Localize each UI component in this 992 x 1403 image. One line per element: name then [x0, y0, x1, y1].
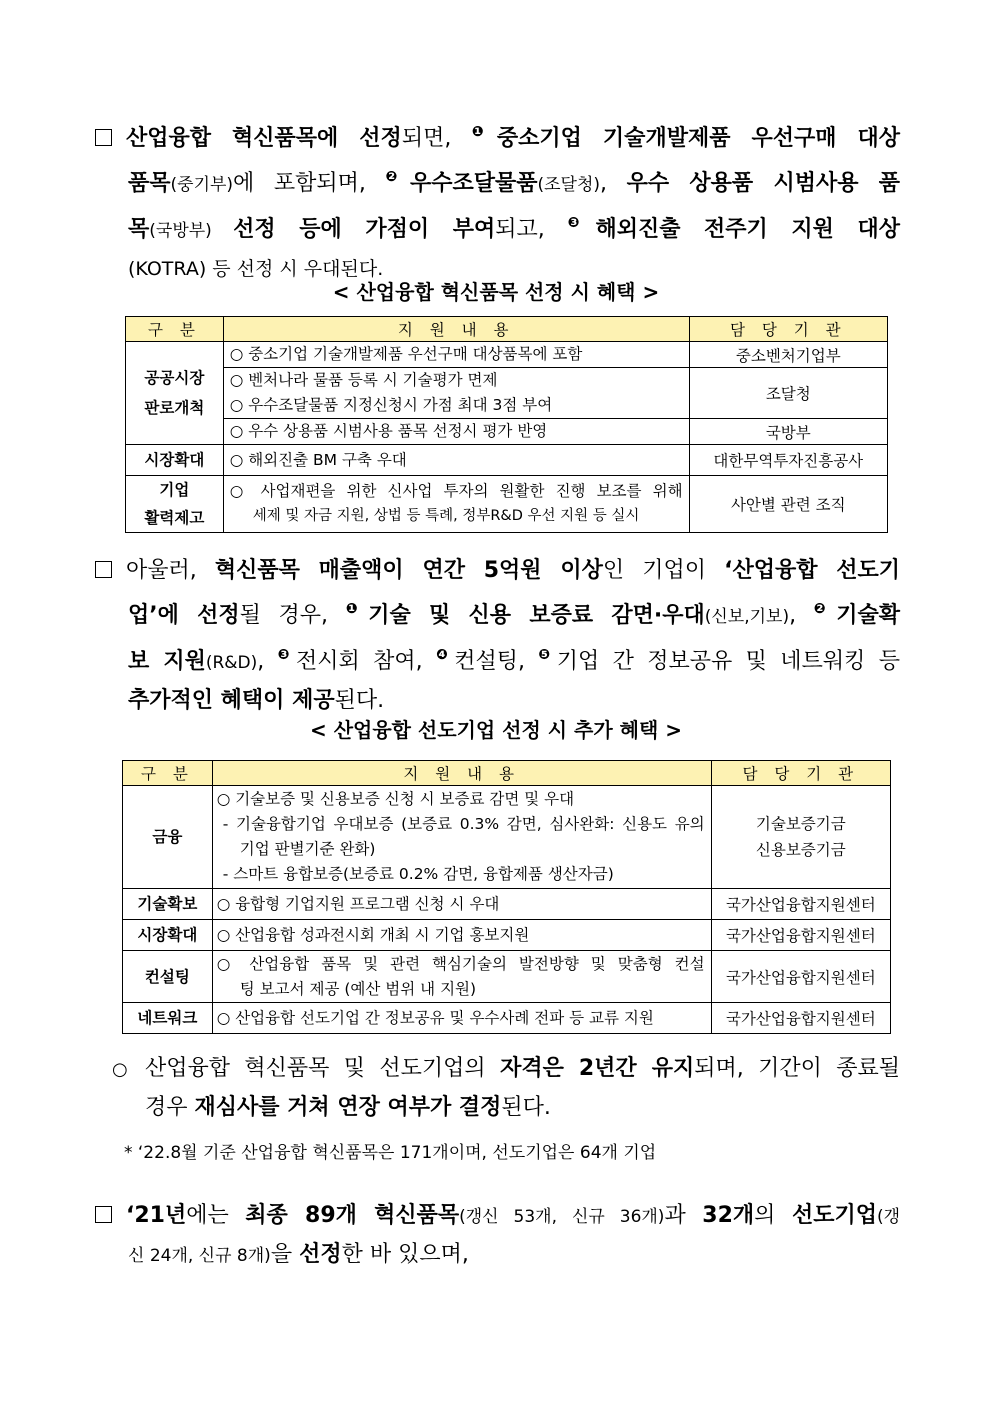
header-content: 지 원 내 용: [223, 317, 689, 342]
organization-cell: 국가산업융합지원센터: [711, 1003, 890, 1034]
text-small: (갱신 53개, 신규 36개): [459, 1207, 665, 1227]
category-finance: 금융: [123, 786, 213, 889]
number-marker: ❶: [345, 601, 369, 617]
content-text: ○ 기술보증 및 신용보증 신청 시 보증료 감면 및 우대: [216, 790, 575, 808]
text-bold: ‘21년: [126, 1203, 187, 1228]
text: 인 기업이: [602, 558, 725, 583]
table-row: [123, 889, 891, 920]
text-small: (갱: [876, 1207, 901, 1227]
leading-company-benefits-table: [122, 760, 891, 1034]
table-row: [126, 368, 888, 419]
content-text: ○ 벤처나라 물품 등록 시 기술평가 면제: [229, 371, 498, 389]
text-small: 신 24개, 신규 8개): [128, 1246, 271, 1266]
table-row: [123, 1003, 891, 1034]
text-small: (신보,기보): [704, 607, 790, 627]
content-cell: [212, 951, 711, 1003]
category-text: 판로개척: [144, 399, 205, 417]
text-bold: 보 지원: [128, 649, 206, 674]
table-row: [126, 342, 888, 368]
content-text: ○ 산업융합 성과전시회 개최 시 기업 홍보지원: [216, 925, 530, 944]
text: 되면,: [401, 126, 472, 151]
text: 경우: [145, 1095, 195, 1120]
content-cell: [223, 368, 689, 419]
content-text: ○ 중소기업 기술개발제품 우선구매 대상품목에 포함: [229, 345, 583, 363]
content-text: ○ 사업재편을 위한 신사업 투자의 원활한 진행 보조를 위해: [229, 482, 683, 500]
text-bold: 재심사를 거쳐 연장 여부가 결정: [194, 1095, 502, 1120]
table-title: < 산업융합 선도기업 선정 시 추가 혜택 >: [309, 718, 683, 742]
text: 컨설팅,: [454, 649, 539, 674]
text-bold: 우수 상용품 시범사용 품: [626, 171, 900, 196]
paragraph-line: [112, 1089, 900, 1127]
number-marker: ❷: [813, 601, 837, 617]
text-bold: 32개: [702, 1203, 755, 1228]
text-small: (국방부): [149, 221, 234, 241]
text-small: (중기부): [170, 175, 234, 195]
table-row: [126, 476, 888, 533]
table-row: [126, 419, 888, 445]
content-cell: [223, 419, 689, 445]
content-text: 기업 판별기준 완화): [239, 840, 376, 858]
text-bold: 선정: [299, 1242, 342, 1267]
text-small: (조달청): [537, 175, 601, 195]
category-network: 네트워크: [123, 1003, 213, 1034]
table-header-row: [123, 761, 891, 786]
organization-cell: 국가산업융합지원센터: [711, 920, 890, 951]
content-text: - 스마트 융합보증(보증료 0.2% 감면, 융합제품 생산자금): [222, 865, 614, 883]
organization-cell: 중소벤처기업부: [689, 342, 887, 368]
paragraph-line: [95, 158, 900, 204]
text-bold: 목: [128, 217, 150, 242]
organization-text: 신용보증기금: [755, 841, 846, 859]
category-corporate-revitalization: [126, 476, 224, 533]
organization-text: 기술보증기금: [755, 815, 846, 833]
footnote: * ‘22.8월 기준 산업융합 혁신품목은 171개이며, 선도기업은 64개 기업: [124, 1143, 657, 1163]
text: 을: [270, 1242, 300, 1267]
paragraph-line: [95, 113, 900, 158]
text: 기업 간 정보공유 및 네트워킹 등: [556, 649, 900, 674]
organization-cell: 조달청: [689, 368, 887, 419]
text: 에는: [186, 1203, 246, 1228]
number-marker: ❷: [385, 169, 410, 185]
text: 될 경우,: [239, 603, 346, 628]
text-bold: 기술확: [836, 603, 900, 628]
text: (KOTRA) 등 선정 시 우대된다.: [128, 258, 384, 280]
text: 되고,: [495, 217, 568, 242]
text: 의: [754, 1203, 792, 1228]
checkbox-bullet-icon: [95, 561, 112, 578]
organization-cell: 대한무역투자진흥공사: [689, 445, 887, 476]
content-text: ○ 산업융합 품목 및 관련 핵심기술의 발전방향 및 맞춤형 컨설: [216, 954, 705, 973]
text: ,: [789, 603, 814, 628]
text-bold: ‘산업융합 선도기: [724, 558, 900, 583]
header-content: 지 원 내 용: [212, 761, 711, 786]
content-text: ○ 해외진출 BM 구축 우대: [229, 450, 407, 469]
organization-cell: 국가산업융합지원센터: [711, 889, 890, 920]
content-text: ○ 우수 상용품 시범사용 품목 선정시 평가 반영: [229, 422, 548, 440]
organization-cell: 국가산업융합지원센터: [711, 951, 890, 1003]
text-bold: 기술 및 신용 보증료 감면·우대: [368, 603, 705, 628]
category-text: 활력제고: [144, 509, 205, 527]
text: 과: [664, 1203, 703, 1228]
category-tech-acquisition: 기술확보: [123, 889, 213, 920]
text-bold: 해외진출 전주기 지원 대상: [595, 217, 900, 242]
table-title: < 산업융합 혁신품목 선정 시 혜택 >: [332, 280, 660, 304]
header-category: 구 분: [126, 317, 224, 342]
number-marker: ❺: [538, 647, 557, 663]
paragraph-innovation-item-benefits: [95, 113, 900, 288]
text: ,: [257, 649, 278, 674]
table-row: [123, 951, 891, 1003]
text-bold: 산업융합 혁신품목에 선정: [126, 126, 402, 151]
checkbox-bullet-icon: [95, 129, 112, 146]
paragraph-leading-company-benefits: [95, 552, 900, 720]
paragraph-line: [95, 1236, 900, 1275]
paragraph-line: [95, 204, 900, 250]
text-bold: 최종 89개 혁신품목: [245, 1203, 460, 1228]
number-marker: ❸: [567, 215, 596, 231]
text: 산업융합 혁신품목 및 선도기업의: [145, 1056, 501, 1081]
text-bold: 추가적인 혜택이 제공: [128, 688, 335, 713]
text-bold: 혁신품목 매출액이 연간 5억원 이상: [214, 558, 603, 583]
paragraph-qualification-period: [112, 1050, 900, 1127]
content-cell: [223, 342, 689, 368]
text-bold: 품목: [128, 171, 171, 196]
number-marker: ❸: [277, 647, 296, 663]
content-text: 세제 및 자금 지원, 상법 등 특례, 정부R&D 우선 지원 등 실시: [252, 508, 640, 524]
content-text: ○ 융합형 기업지원 프로그램 신청 시 우대: [216, 894, 500, 913]
number-marker: ❹: [436, 647, 455, 663]
text-bold: 우수조달물품: [409, 171, 538, 196]
category-public-market: [126, 342, 224, 445]
checkbox-bullet-icon: [95, 1206, 112, 1223]
content-cell: [212, 889, 711, 920]
organization-cell: 사안별 관련 조직: [689, 476, 887, 533]
text-bold: 선도기업: [791, 1203, 877, 1228]
content-text: ○ 우수조달물품 지정신청시 가점 최대 3점 부여: [229, 396, 553, 414]
number-marker: ❶: [471, 124, 497, 140]
table-header-row: [126, 317, 888, 342]
text: 된다.: [501, 1095, 551, 1120]
header-category: 구 분: [123, 761, 213, 786]
text: 전시회 참여,: [295, 649, 436, 674]
content-text: - 기술융합기업 우대보증 (보증료 0.3% 감면, 심사완화: 신용도 유의: [222, 815, 705, 833]
category-market-expansion: 시장확대: [126, 445, 224, 476]
circle-bullet-icon: ○: [112, 1059, 128, 1080]
organization-cell: [711, 786, 890, 889]
content-text: ○ 산업융합 선도기업 간 정보공유 및 우수사례 전파 등 교류 지원: [216, 1008, 654, 1027]
text-small: (R&D): [205, 653, 258, 673]
paragraph-line: [95, 636, 900, 682]
content-cell: [223, 445, 689, 476]
header-organization: 담 당 기 관: [689, 317, 887, 342]
table-row: [123, 920, 891, 951]
category-text: 공공시장: [144, 369, 205, 387]
text: 에 포함되며,: [233, 171, 386, 196]
header-organization: 담 당 기 관: [711, 761, 890, 786]
text: 한 바 있으며,: [341, 1242, 469, 1267]
content-text: 팅 보고서 제공 (예산 범위 내 지원): [239, 979, 477, 998]
text-bold: 중소기업 기술개발제품 우선구매 대상: [496, 126, 901, 151]
paragraph-line: [112, 1050, 900, 1089]
innovation-item-benefits-table: [125, 316, 888, 533]
content-cell: [212, 1003, 711, 1034]
text: 아울러,: [126, 558, 215, 583]
text-bold: 자격은 2년간 유지: [500, 1056, 695, 1081]
paragraph-line: [95, 1197, 900, 1236]
content-cell: [212, 786, 711, 889]
text: ,: [600, 171, 627, 196]
paragraph-line: [95, 552, 900, 590]
organization-cell: 국방부: [689, 419, 887, 445]
text: 된다.: [334, 688, 385, 713]
text-bold: 선정 등에 가점이 부여: [233, 217, 496, 242]
category-consulting: 컨설팅: [123, 951, 213, 1003]
table-row: [123, 786, 891, 889]
category-text: 기업: [159, 481, 190, 499]
paragraph-2021-selection: [95, 1197, 900, 1275]
content-cell: [223, 476, 689, 533]
text: 되며, 기간이 종료될: [694, 1056, 901, 1081]
table-row: [126, 445, 888, 476]
paragraph-line: [95, 590, 900, 636]
category-market-expansion: 시장확대: [123, 920, 213, 951]
content-cell: [212, 920, 711, 951]
text-bold: 업’에 선정: [128, 603, 240, 628]
